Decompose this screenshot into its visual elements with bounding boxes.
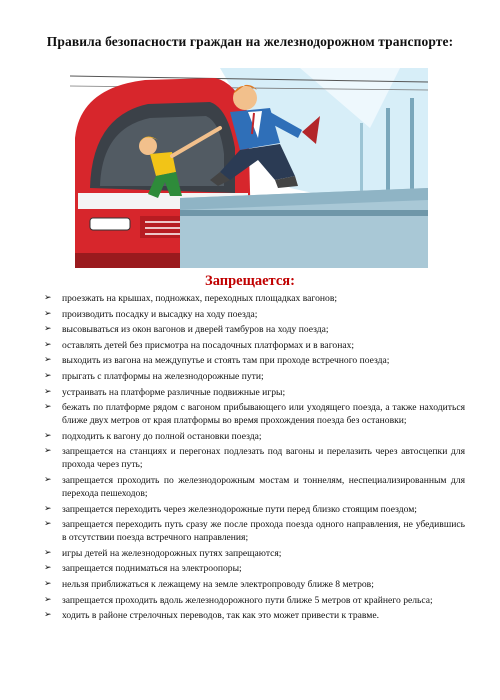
rule-item — [40, 323, 465, 336]
rule-item — [40, 370, 465, 383]
arrow-checkmark-icon: ➢ — [44, 578, 52, 589]
rule-item — [40, 354, 465, 367]
rule-text: запрещается переходить через железнодорожные пути перед близко стоящим поездом; — [62, 503, 417, 515]
rule-item — [40, 609, 465, 622]
arrow-checkmark-icon: ➢ — [44, 402, 52, 413]
arrow-checkmark-icon: ➢ — [44, 339, 52, 350]
arrow-checkmark-icon: ➢ — [44, 610, 52, 621]
rule-text: высовываться из окон вагонов и дверей тамбуров на ходу поезда; — [62, 324, 329, 336]
rule-item — [40, 474, 465, 500]
rule-text: запрещается подниматься на электроопоры; — [62, 563, 242, 575]
rule-text: ходить в районе стрелочных переводов, так как это может привести к травме. — [62, 610, 379, 622]
rule-item — [40, 308, 465, 321]
rule-text: подходить к вагону до полной остановки поезда; — [62, 430, 262, 442]
arrow-checkmark-icon: ➢ — [44, 547, 52, 558]
rule-item — [40, 518, 465, 544]
prohibited-heading: Запрещается: — [205, 273, 295, 289]
rule-text: проезжать на крышах, подножках, переходных площадках вагонов; — [62, 293, 338, 304]
rule-text: прыгать с платформы на железнодорожные пути; — [62, 370, 264, 382]
rule-text: запрещается на станциях и перегонах подлезать под вагоны и перелазить через автосцепки для прохода через путь; — [62, 446, 465, 471]
rule-text: запрещается проходить вдоль железнодорожного пути ближе 5 метров от крайнего рельса; — [62, 594, 433, 606]
rule-text: производить посадку и высадку на ходу поезда; — [62, 308, 258, 320]
train-children-illustration — [70, 68, 428, 268]
arrow-checkmark-icon: ➢ — [44, 446, 52, 457]
arrow-checkmark-icon: ➢ — [44, 503, 52, 514]
arrow-checkmark-icon: ➢ — [44, 370, 52, 381]
arrow-checkmark-icon: ➢ — [44, 386, 52, 397]
arrow-checkmark-icon: ➢ — [44, 563, 52, 574]
rule-text: выходить из вагона на междупутье и стоять там при проходе встречного поезда; — [62, 355, 390, 367]
rule-item — [40, 503, 465, 516]
arrow-checkmark-icon: ➢ — [44, 324, 52, 335]
arrow-checkmark-icon: ➢ — [44, 430, 52, 441]
rule-item — [40, 445, 465, 471]
rule-text: игры детей на железнодорожных путях запрещаются; — [62, 547, 282, 559]
rule-item — [40, 292, 465, 305]
rule-item — [40, 401, 465, 427]
rule-item — [40, 594, 465, 607]
rules-list — [40, 292, 465, 625]
rule-text: бежать по платформе рядом с вагоном прибывающего или уходящего поезда, а также находиться ближе двух метров от края платформы во время прохождения поезда без остановки; — [62, 402, 465, 427]
rule-item — [40, 562, 465, 575]
rule-text: устраивать на платформе различные подвижные игры; — [62, 386, 286, 398]
rule-item — [40, 430, 465, 443]
arrow-checkmark-icon: ➢ — [44, 293, 52, 303]
rule-text: нельзя приближаться к лежащему на земле электропроводу ближе 8 метров; — [62, 578, 374, 590]
rule-item — [40, 547, 465, 560]
rule-item — [40, 339, 465, 352]
arrow-checkmark-icon: ➢ — [44, 308, 52, 319]
arrow-checkmark-icon: ➢ — [44, 519, 52, 530]
rule-text: запрещается проходить по железнодорожным мостам и тоннелям, неспециализированным для перехода пешеходов; — [62, 474, 465, 499]
rule-text: оставлять детей без присмотра на посадочных платформах и в вагонах; — [62, 339, 355, 351]
arrow-checkmark-icon: ➢ — [44, 474, 52, 485]
rule-item — [40, 578, 465, 591]
page-title: Правила безопасности граждан на железнодорожном транспорте: — [46, 34, 454, 49]
arrow-checkmark-icon: ➢ — [44, 594, 52, 605]
arrow-checkmark-icon: ➢ — [44, 355, 52, 366]
rule-item — [40, 386, 465, 399]
rule-text: запрещается переходить путь сразу же после прохода поезда одного направления, не убедившись в отсутствии поезда встречного направления; — [62, 519, 465, 544]
